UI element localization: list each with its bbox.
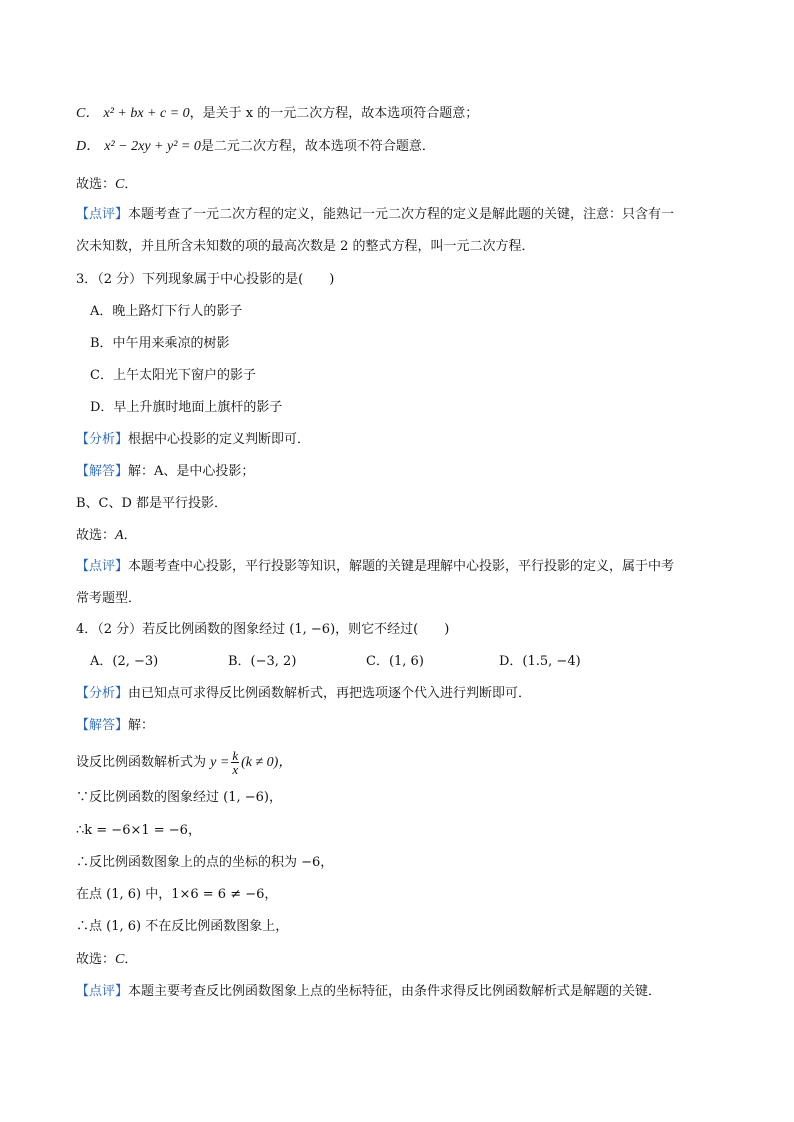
q4-step-3: ∴k = −6×1 = −6， [76, 823, 201, 838]
review-tag: 【点评】 [76, 559, 129, 574]
q3-answer-cont: B、C、D 都是平行投影． [76, 496, 228, 511]
q4-step-5: 在点 (1, 6) 中，1×6 = 6 ≠ −6， [76, 887, 278, 902]
q4-step-2: ∵反比例函数的图象经过 (1, −6)， [76, 790, 282, 805]
q4-options [76, 653, 716, 671]
analysis-tag: 【分析】 [76, 432, 129, 447]
q3-review-cont: 常考题型． [76, 591, 142, 606]
q4-analysis: 【分析】由已知点可求得反比例函数解析式，再把选项逐个代入进行判断即可． [76, 686, 532, 701]
q4-option-d: D．(1.5, −4) [499, 654, 581, 669]
review-tag: 【点评】 [76, 207, 129, 222]
q4-option-c: C．(1, 6) [366, 654, 424, 669]
answer-tag: 【解答】 [76, 464, 129, 479]
q4-stem: 4．（2 分）若反比例函数的图象经过 (1, −6)，则它不经过( ) [76, 622, 450, 637]
q2-choice: 故选：C． [76, 177, 138, 192]
review-tag: 【点评】 [76, 984, 129, 999]
q3-choice: 故选：A． [76, 528, 137, 543]
q4-option-a: A．(2, −3) [90, 654, 159, 669]
q3-option-d: D．早上升旗时地面上旗杆的影子 [90, 400, 283, 415]
q2-option-d-equation: x² − 2xy + y² = 0 [104, 139, 201, 154]
q2-option-c-equation: x² + bx + c = 0 [103, 106, 190, 121]
fraction-k-over-x: $\frac{k}{x}$ [232, 748, 239, 777]
q4-option-b: B．(−3, 2) [228, 654, 297, 669]
q3-option-a: A．晚上路灯下行人的影子 [90, 304, 243, 319]
q4-answer: 【解答】解： [76, 718, 155, 733]
q3-option-b: B．中午用来乘凉的树影 [90, 336, 230, 351]
q2-review-cont: 次未知数，并且所含未知数的项的最高次数是 2 的整式方程，叫一元二次方程． [76, 239, 535, 254]
q4-step-6: ∴点 (1, 6) 不在反比例函数图象上， [76, 919, 289, 934]
answer-tag: 【解答】 [76, 718, 129, 733]
q3-answer: 【解答】解：A、是中心投影； [76, 464, 255, 479]
q4-review: 【点评】本题主要考查反比例函数图象上点的坐标特征，由条件求得反比例函数解析式是解题的关键． [76, 984, 662, 999]
q2-option-d: D． x² − 2xy + y² = 0是二元二次方程，故本选项不符合题意． [76, 139, 435, 154]
q2-option-c: C． x² + bx + c = 0，是关于 x 的一元二次方程，故本选项符合题意； [76, 106, 479, 121]
q2-review: 【点评】本题考查了一元二次方程的定义，能熟记一元二次方程的定义是解此题的关键，注意：只含有一 [76, 207, 675, 222]
q4-step-4: ∴反比例函数图象上的点的坐标的积为 −6， [76, 855, 334, 870]
q3-review: 【点评】本题考查中心投影，平行投影等知识，解题的关键是理解中心投影，平行投影的定义，属于中考 [76, 559, 675, 574]
q3-analysis: 【分析】根据中心投影的定义判断即可． [76, 432, 311, 447]
analysis-tag: 【分析】 [76, 686, 129, 701]
q4-choice: 故选：C． [76, 952, 138, 967]
q3-stem: 3．（2 分）下列现象属于中心投影的是( ) [76, 272, 335, 287]
q4-step-1: 设反比例函数解析式为 y = $\frac{k}{x}$ (k ≠ 0)， [76, 748, 293, 777]
q3-option-c: C．上午太阳光下窗户的影子 [90, 368, 256, 383]
